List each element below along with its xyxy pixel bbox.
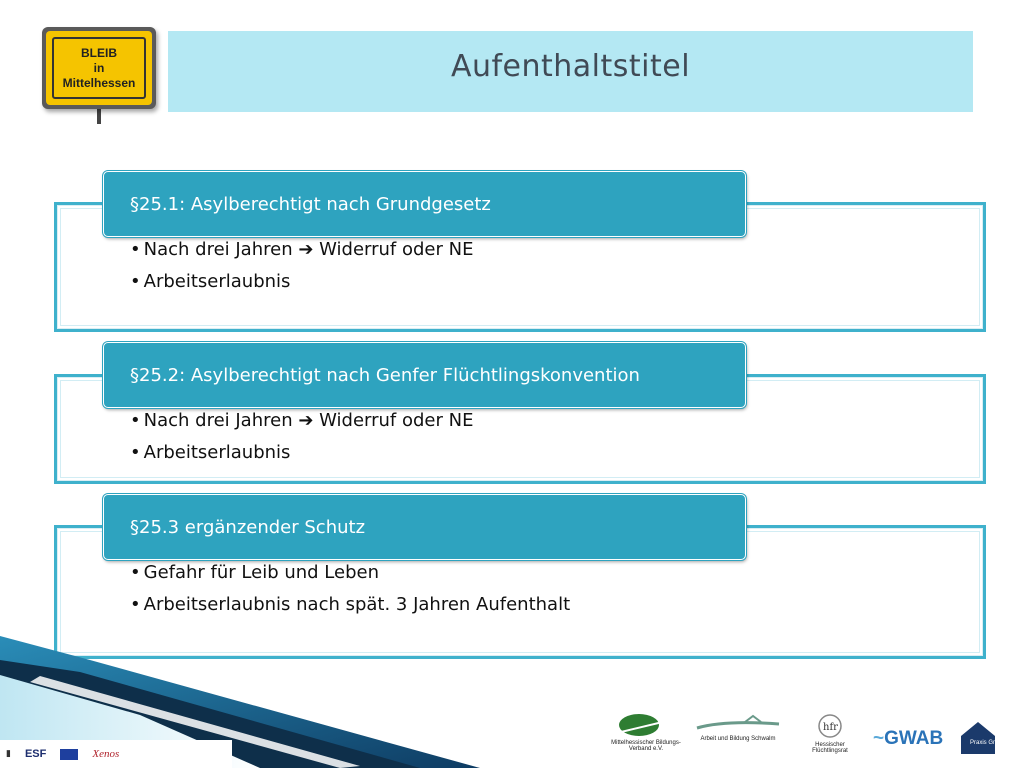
bleib-logo bbox=[42, 27, 156, 109]
bullet-item: • Nach drei Jahren ➔ Widerruf oder NE bbox=[130, 234, 473, 266]
block-1-heading: §25.1: Asylberechtigt nach Grundgesetz bbox=[103, 171, 746, 237]
mbv-emblem-icon bbox=[617, 712, 675, 738]
bullet-item: • Nach drei Jahren ➔ Widerruf oder NE bbox=[130, 405, 473, 437]
block-2-heading: §25.2: Asylberechtigt nach Genfer Flüchtlingskonvention bbox=[103, 342, 746, 408]
federal-ministry-logo: ▮ bbox=[6, 749, 11, 759]
sign-line-3: Mittelhessen bbox=[62, 75, 136, 90]
sign-line-1: BLEIB bbox=[81, 45, 117, 60]
slide-title: Aufenthaltstitel bbox=[450, 49, 691, 84]
praxis-logo bbox=[958, 720, 1006, 770]
bullet-item: • Gefahr für Leib und Leben bbox=[130, 557, 570, 589]
abs-emblem-icon bbox=[695, 712, 781, 734]
abs-logo bbox=[694, 712, 782, 762]
mbv-label: Mittelhessischer Bildungs-Verband e.V. bbox=[611, 740, 681, 752]
gwab-swirl-icon: ~ bbox=[873, 728, 885, 749]
bullet-item: • Arbeitserlaubnis bbox=[130, 437, 473, 469]
svg-text:hfr: hfr bbox=[823, 722, 838, 733]
block-3-bullets bbox=[130, 557, 570, 621]
sponsor-logos-left bbox=[0, 740, 232, 768]
gwab-logo bbox=[873, 728, 943, 750]
bullet-item: • Arbeitserlaubnis bbox=[130, 266, 473, 298]
block-3-heading: §25.3 ergänzender Schutz bbox=[103, 494, 746, 560]
sign-line-2: in bbox=[93, 60, 105, 75]
hfr-label: Hessischer Flüchtlingsrat bbox=[812, 742, 848, 754]
eu-flag-icon bbox=[60, 749, 78, 760]
mbv-logo bbox=[608, 712, 684, 762]
hfr-logo bbox=[800, 712, 860, 762]
xenos-logo: Xenos bbox=[92, 748, 120, 760]
block-1-bullets bbox=[130, 234, 473, 298]
hfr-emblem-icon bbox=[816, 712, 844, 740]
abs-label: Arbeit und Bildung Schwalm bbox=[700, 736, 776, 742]
praxis-label: Praxis GmbH bbox=[970, 740, 1006, 746]
praxis-house-icon bbox=[959, 720, 1006, 754]
title-band bbox=[168, 31, 973, 112]
esf-logo: ESF bbox=[24, 748, 47, 760]
bullet-item: • Arbeitserlaubnis nach spät. 3 Jahren Aufenthalt bbox=[130, 589, 570, 621]
gwab-label: GWAB bbox=[884, 728, 944, 749]
block-2-bullets bbox=[130, 405, 473, 469]
